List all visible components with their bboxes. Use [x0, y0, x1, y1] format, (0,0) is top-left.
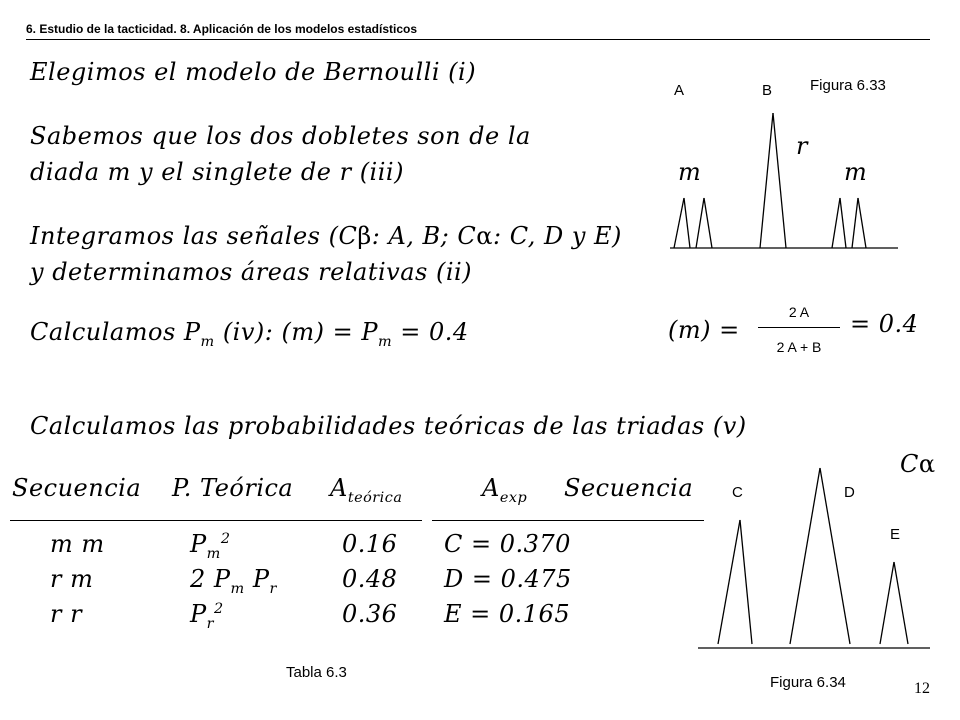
table-cell-p-teorica: 2 $P_m$ $P_r$ [190, 565, 277, 597]
fig634-caption: Figura 6.34 [770, 674, 846, 691]
fig633-peak-a3-left [832, 198, 840, 248]
table-header-p-teorica: P. Teórica [172, 474, 294, 502]
table-header-a-teorica: $A_{teórica}$ [330, 474, 403, 506]
table-cell-a-exp: E = 0.165 [444, 600, 571, 628]
table-cell-seq: m m [50, 530, 105, 558]
line-model: Elegimos el modelo de Bernoulli (i) [30, 58, 477, 86]
table-cell-a-teorica: 0.16 [342, 530, 398, 558]
beta-symbol: β [357, 222, 372, 250]
eq-denominator: 2 A + B [776, 339, 822, 355]
page-number: 12 [914, 680, 930, 697]
fig634-peak-d-right [820, 468, 850, 644]
line-calc-pm: Calculamos $P_m$ (iv): $(m) = P_m = 0.4$ [30, 318, 469, 350]
eq-lhs: (m) = [668, 316, 740, 344]
table-header-a-exp: $A_{exp}$ [482, 474, 528, 506]
fig633-peak-a1-left [674, 198, 684, 248]
fig634-label-calpha: Cα [900, 450, 936, 478]
eq-result: = 0.4 [850, 310, 919, 338]
eq-fraction-bar [758, 327, 840, 328]
header-rule [26, 39, 930, 40]
line-calc-triadas: Calculamos las probabilidades teóricas de las triadas (v) [30, 412, 747, 440]
fig634-peak-d-left [790, 468, 820, 644]
fig633-peak-a1-right [684, 198, 690, 248]
fig634-peak-c-left [718, 520, 740, 644]
line-areas: y determinamos áreas relativas (ii) [30, 258, 473, 286]
table-caption: Tabla 6.3 [286, 664, 347, 681]
table-cell-a-exp: D = 0.475 [444, 565, 572, 593]
fig634-label-c: C [732, 484, 743, 501]
table-cell-a-teorica: 0.36 [342, 600, 398, 628]
page-header: 6. Estudio de la tacticidad. 8. Aplicación de los modelos estadísticos [26, 22, 417, 36]
eq-numerator: 2 A [788, 304, 810, 320]
table-cell-p-teorica: $P_r^2$ [190, 600, 224, 632]
line-integramos: Integramos las señales (Cβ: A, B; Cα: C, D y E) [30, 222, 622, 250]
fig633-caption: Figura 6.33 [810, 77, 886, 94]
fig633-label-m-right: m [844, 158, 868, 186]
fig633-label-a: A [674, 82, 685, 99]
table-cell-a-exp: C = 0.370 [444, 530, 571, 558]
fig633-peak-a4-left [852, 198, 858, 248]
fig634-peak-e-left [880, 562, 894, 644]
fig633-label-r: r [796, 132, 808, 160]
table-rule-left [10, 520, 422, 521]
fig634-label-e: E [890, 526, 901, 543]
fig634-label-d: D [844, 484, 855, 501]
table-cell-p-teorica: $P_m^2$ [190, 530, 231, 562]
fig633-spectrum [660, 105, 910, 255]
fig634-peak-c-right [740, 520, 752, 644]
fig634-peak-e-right [894, 562, 908, 644]
fig633-peak-b-right [773, 113, 786, 248]
fig633-peak-a2-right [704, 198, 712, 248]
fig633-label-b: B [762, 82, 773, 99]
table-cell-a-teorica: 0.48 [342, 565, 398, 593]
fig633-label-m-left: m [678, 158, 702, 186]
alpha-symbol: α [476, 222, 493, 250]
table-rule-right [432, 520, 704, 521]
table-cell-seq: r r [50, 600, 83, 628]
line-dobletes: Sabemos que los dos dobletes son de la [30, 122, 531, 150]
fig633-peak-a3-right [840, 198, 846, 248]
fig633-peak-b-left [760, 113, 773, 248]
table-header-secuencia-2: Secuencia [564, 474, 694, 502]
fig634-spectrum [690, 460, 940, 660]
table-header-secuencia: Secuencia [12, 474, 142, 502]
line-singlete: diada m y el singlete de r (iii) [30, 158, 404, 186]
fig633-peak-a4-right [858, 198, 866, 248]
fig633-peak-a2-left [696, 198, 704, 248]
table-cell-seq: r m [50, 565, 94, 593]
